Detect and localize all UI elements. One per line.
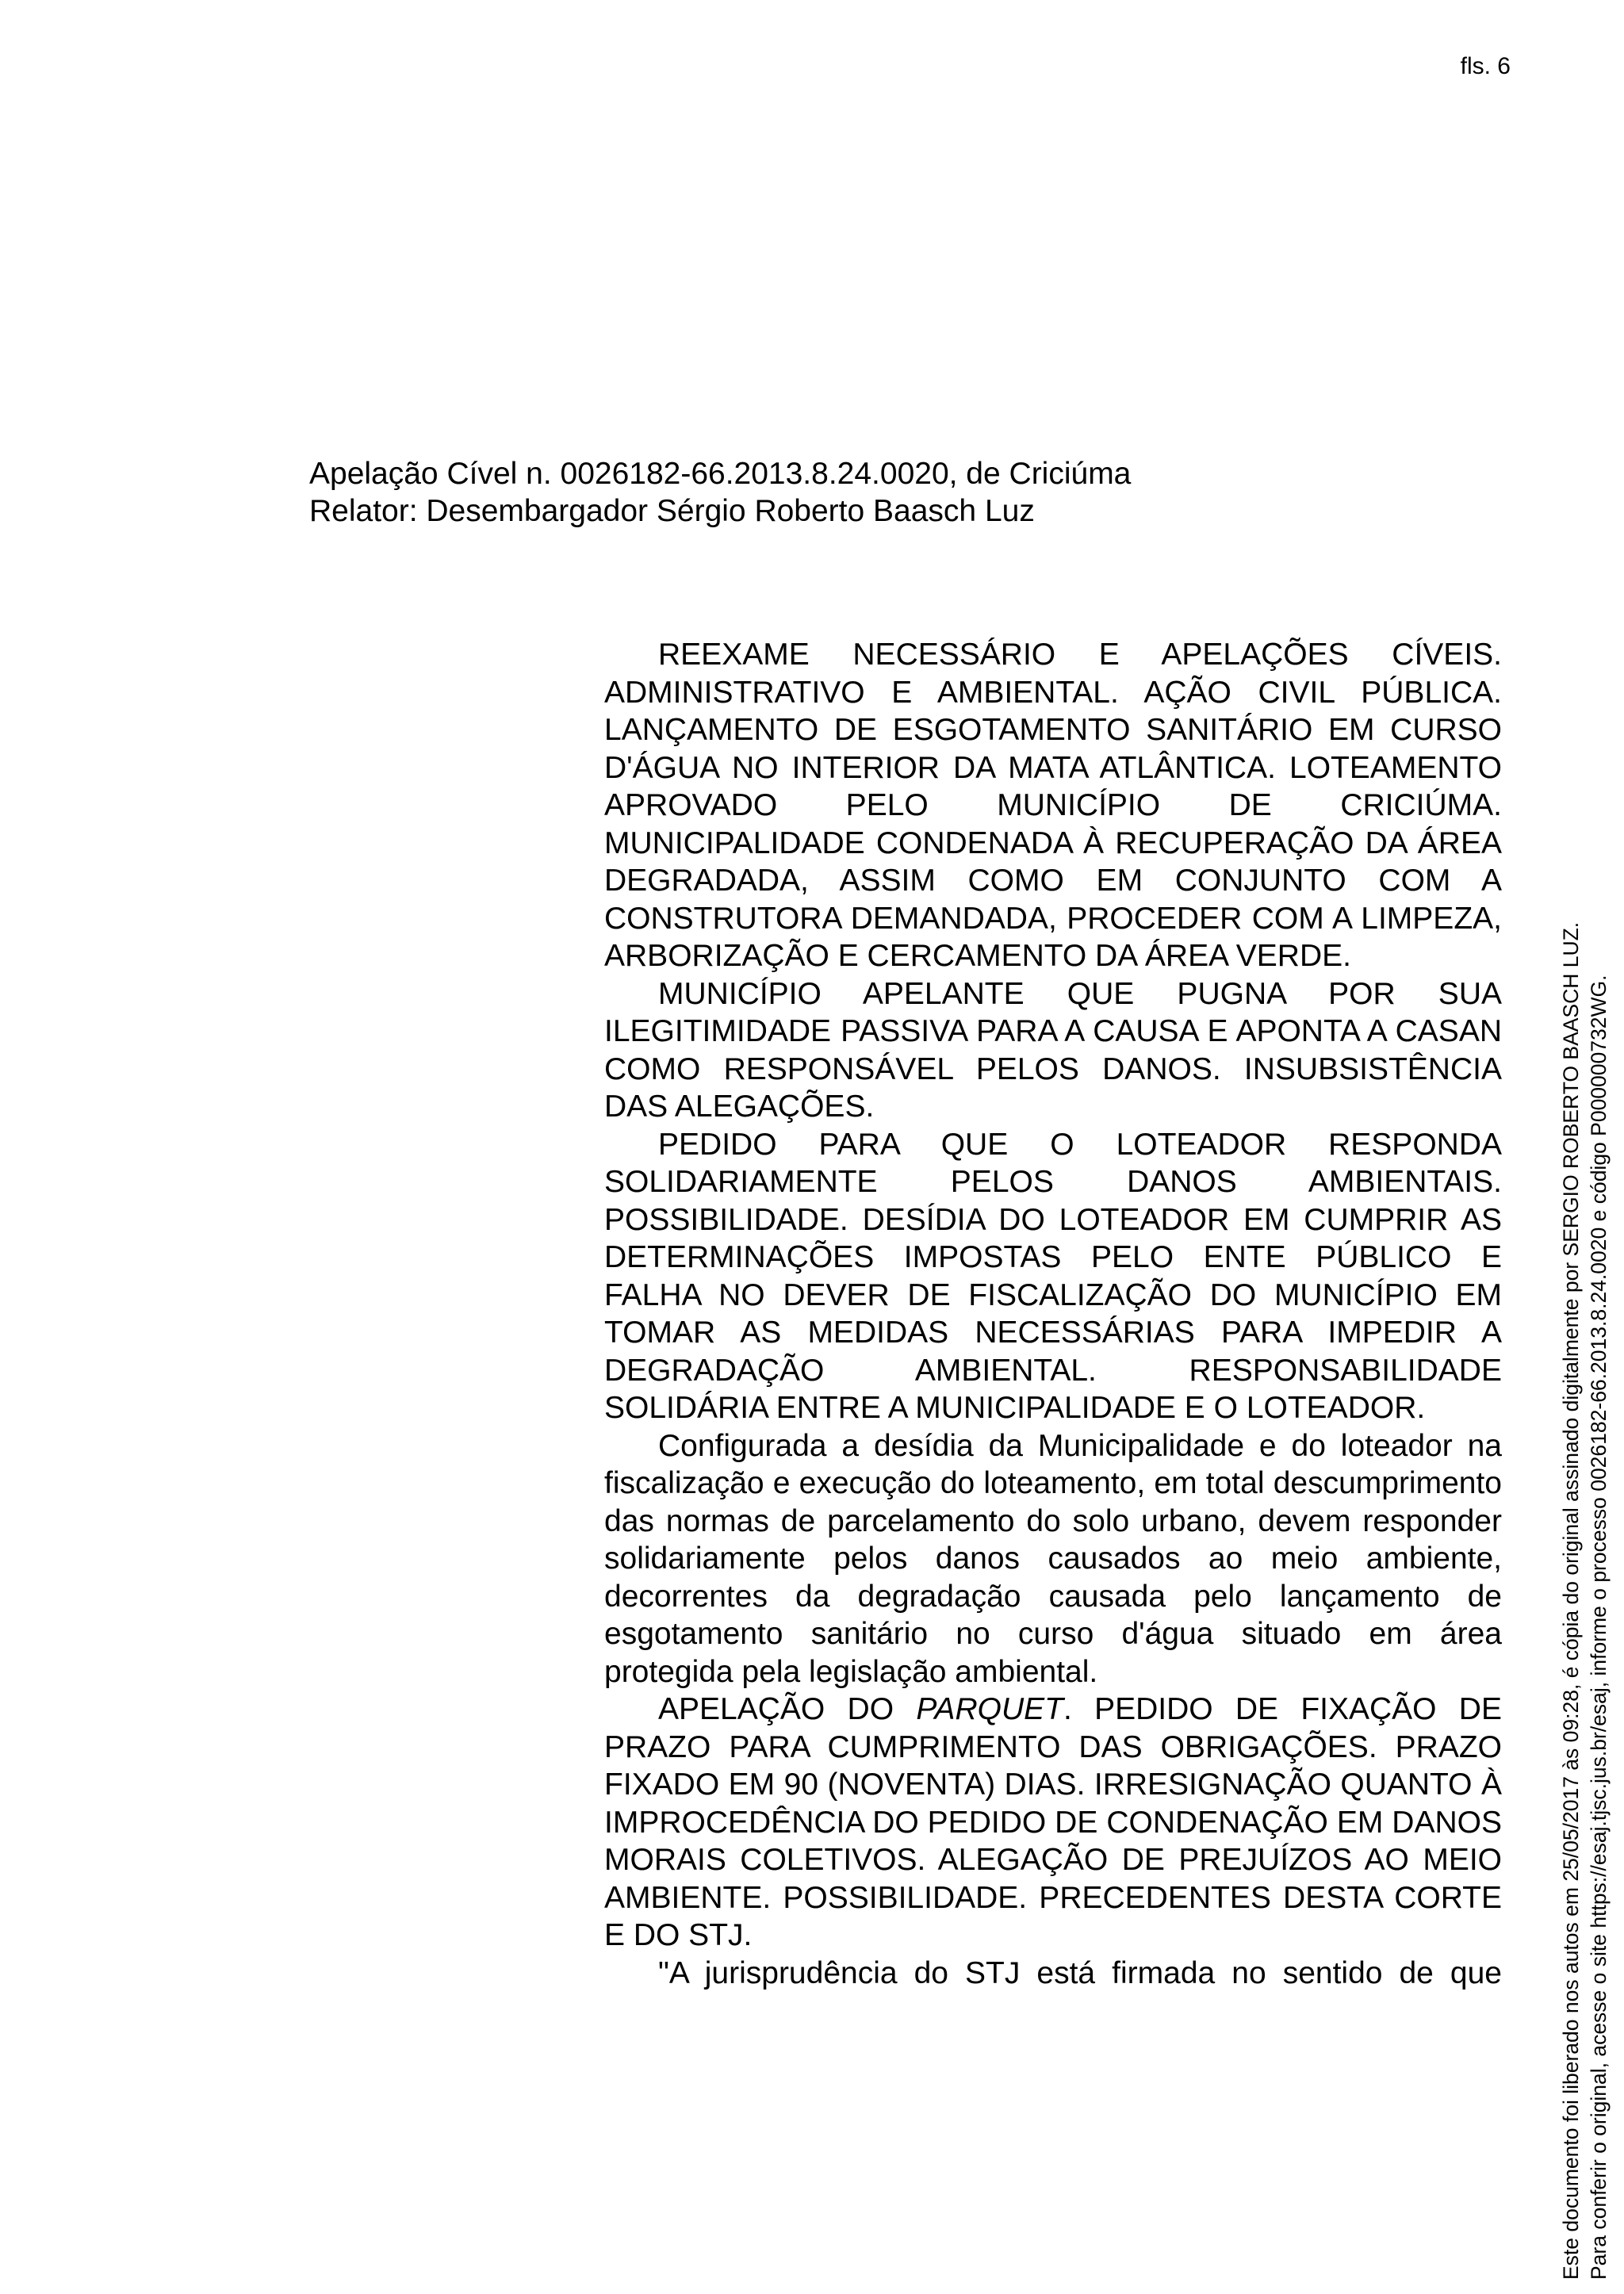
ementa-paragraph-5-rest: . PEDIDO DE FIXAÇÃO DE PRAZO PARA CUMPRIMENTO DAS OBRIGAÇÕES. PRAZO FIXADO EM 90 (NOVENTA) DIAS. IRRESIGNAÇÃO QUANTO À IMPROCEDÊNCIA DO PEDIDO DE CONDENAÇÃO EM DANOS MORAIS COLETIVOS. ALEGAÇÃO DE PREJUÍZOS AO MEIO AMBIENTE. POSSIBILIDADE. PRECEDENTES DESTA CORTE E DO STJ.	[604, 1692, 1502, 1952]
ementa-paragraph-2: MUNICÍPIO APELANTE QUE PUGNA POR SUA ILEGITIMIDADE PASSIVA PARA A CAUSA E APONTA A CASAN COMO RESPONSÁVEL PELOS DANOS. INSUBSISTÊNCIA DAS ALEGAÇÕES.	[604, 976, 1502, 1124]
rapporteur-line: Relator: Desembargador Sérgio Roberto Baasch Luz	[309, 494, 1035, 528]
ementa-paragraph-1: REEXAME NECESSÁRIO E APELAÇÕES CÍVEIS. ADMINISTRATIVO E AMBIENTAL. AÇÃO CIVIL PÚBLICA. LANÇAMENTO DE ESGOTAMENTO SANITÁRIO EM CURSO D'ÁGUA NO INTERIOR DA MATA ATLÂNTICA. LOTEAMENTO APROVADO PELO MUNICÍPIO DE CRICIÚMA. MUNICIPALIDADE CONDENADA À RECUPERAÇÃO DA ÁREA DEGRADADA, ASSIM COMO EM CONJUNTO COM A CONSTRUTORA DEMANDADA, PROCEDER COM A LIMPEZA, ARBORIZAÇÃO E CERCAMENTO DA ÁREA VERDE.	[604, 638, 1502, 973]
case-number-line: Apelação Cível n. 0026182-66.2013.8.24.0020, de Criciúma	[309, 457, 1132, 491]
page-folio: fls. 6	[1460, 53, 1511, 79]
ementa-paragraph-3: PEDIDO PARA QUE O LOTEADOR RESPONDA SOLIDARIAMENTE PELOS DANOS AMBIENTAIS. POSSIBILIDADE. DESÍDIA DO LOTEADOR EM CUMPRIR AS DETERMINAÇÕES IMPOSTAS PELO ENTE PÚBLICO E FALHA NO DEVER DE FISCALIZAÇÃO DO MUNICÍPIO EM TOMAR AS MEDIDAS NECESSÁRIAS PARA IMPEDIR A DEGRADAÇÃO AMBIENTAL. RESPONSABILIDADE SOLIDÁRIA ENTRE A MUNICIPALIDADE E O LOTEADOR.	[604, 1127, 1502, 1425]
ementa-paragraph-5-start: APELAÇÃO DO	[658, 1692, 917, 1726]
signature-stamp-line-1: Este documento foi liberado nos autos em 25/05/2017 às 09:28, é cópia do original assinado digitalmente por SERGIO ROBERTO BAASCH LUZ.	[1559, 921, 1583, 2280]
digital-signature-stamp	[1557, 694, 1613, 2280]
ementa-parquet-term: PARQUET	[916, 1692, 1063, 1726]
signature-stamp-line-2: Para conferir o original, acesse o site https://esaj.tjsc.jus.br/esaj, informe o processo 0026182-66.2013.8.24.0020 e código P000000732WG.	[1587, 975, 1611, 2280]
case-header	[309, 455, 1261, 530]
ementa-paragraph-6: "A jurisprudência do STJ está firmada no sentido de que	[658, 1955, 1502, 1990]
ementa-paragraph-4: Configurada a desídia da Municipalidade e do loteador na fiscalização e execução do loteamento, em total descumprimento das normas de parcelamento do solo urbano, devem responder solidariamente pelos danos causados ao meio ambiente, decorrentes da degradação causada pelo lançamento de esgotamento sanitário no curso d'água situado em área protegida pela legislação ambiental.	[604, 1428, 1502, 1689]
ementa-block	[604, 636, 1502, 1992]
ementa-paragraph-5	[604, 1691, 1502, 1955]
